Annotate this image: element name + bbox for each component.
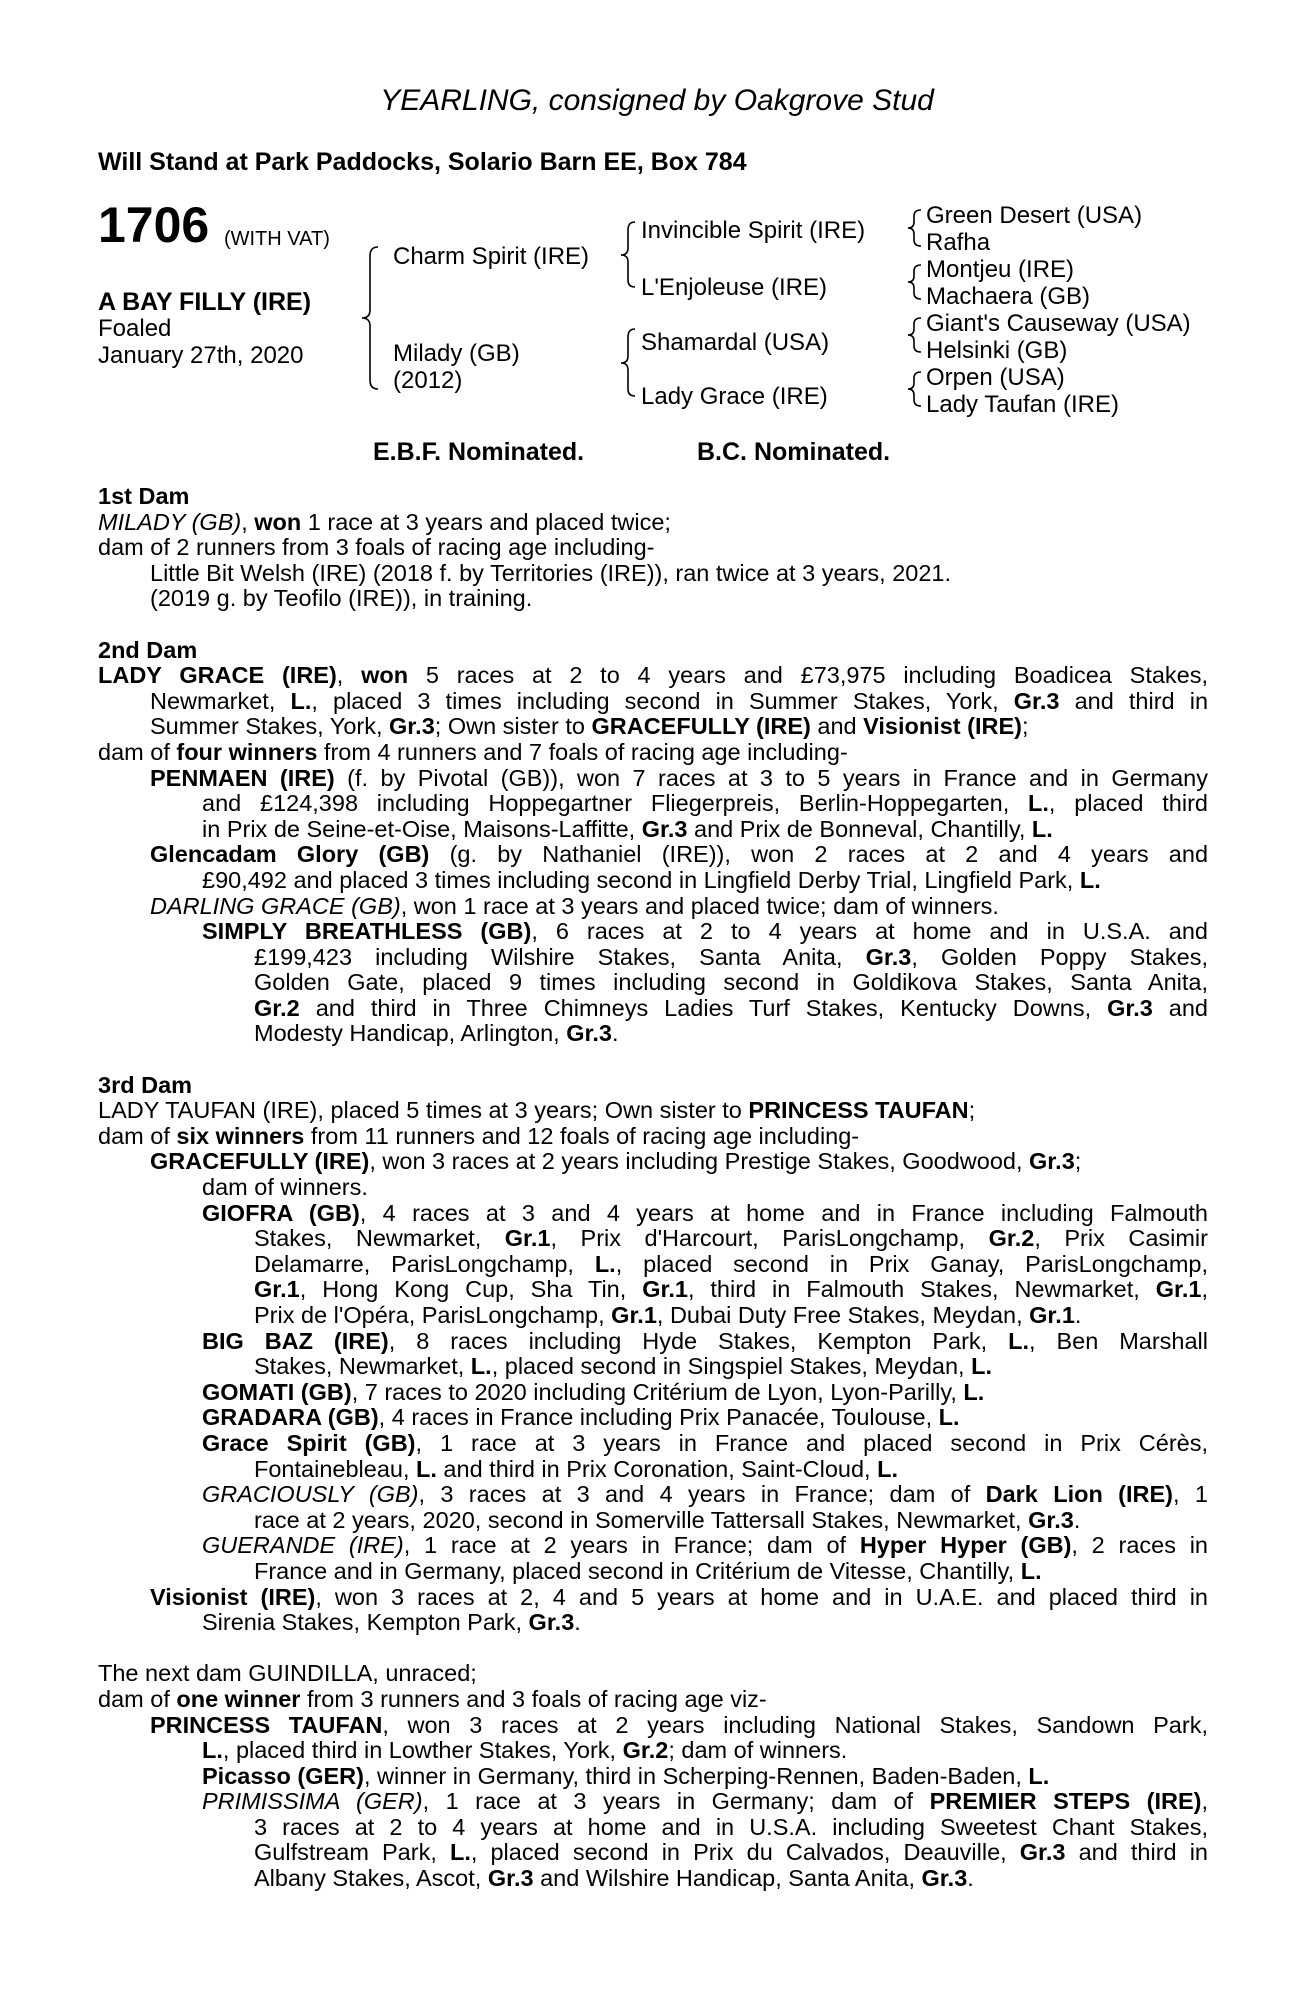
ebf-nomination: E.B.F. Nominated. <box>373 438 585 466</box>
text-line: GRACIOUSLY (GB), 3 races at 3 and 4 years in France; dam of Dark Lion (IRE), 1 <box>202 1482 1208 1508</box>
text-line: Stakes, Newmarket, Gr.1, Prix d'Harcourt, ParisLongchamp, Gr.2, Prix Casimir <box>254 1226 1208 1252</box>
text-line: PRINCESS TAUFAN, won 3 races at 2 years including National Stakes, Sandown Park, <box>150 1712 1208 1738</box>
sd-dam: Machaera (GB) <box>926 283 1091 310</box>
sire: Charm Spirit (IRE) <box>393 243 590 270</box>
dam: Milady (GB) <box>393 340 520 367</box>
text-line: Sirenia Stakes, Kempton Park, Gr.3. <box>202 1609 581 1636</box>
text-line: Fontainebleau, L. and third in Prix Coronation, Saint-Cloud, L. <box>254 1455 898 1482</box>
text-line: The next dam GUINDILLA, unraced; <box>98 1660 477 1687</box>
text-line: PENMAEN (IRE) (f. by Pivotal (GB)), won 7 races at 3 to 5 years in France and in Germany <box>150 765 1208 791</box>
text-line: Golden Gate, placed 9 times including second in Goldikova Stakes, Santa Anita, <box>254 970 1208 996</box>
text-line: Delamarre, ParisLongchamp, L., placed second in Prix Ganay, ParisLongchamp, <box>254 1251 1208 1277</box>
text-line: Newmarket, L., placed 3 times including second in Summer Stakes, York, Gr.3 and third in <box>150 688 1208 714</box>
text-line: Picasso (GER), winner in Germany, third in Scherping-Rennen, Baden-Baden, L. <box>202 1762 1050 1789</box>
text-line: race at 2 years, 2020, second in Somerville Tattersall Stakes, Newmarket, Gr.3. <box>254 1506 1081 1533</box>
ds-dam: Helsinki (GB) <box>926 337 1068 364</box>
text-line: (2019 g. by Teofilo (IRE)), in training. <box>150 585 533 612</box>
text-line: Gr.2 and third in Three Chimneys Ladies Turf Stakes, Kentucky Downs, Gr.3 and <box>254 995 1208 1021</box>
text-line: dam of winners. <box>202 1174 368 1201</box>
text-line: France and in Germany, placed second in Critérium de Vitesse, Chantilly, L. <box>254 1557 1042 1584</box>
text-line: Summer Stakes, York, Gr.3; Own sister to GRACEFULLY (IRE) and Visionist (IRE); <box>150 713 1029 740</box>
text-line: Gulfstream Park, L., placed second in Prix du Calvados, Deauville, Gr.3 and third in <box>254 1840 1208 1866</box>
dam-sire: Shamardal (USA) <box>641 329 830 356</box>
dd-sire: Orpen (USA) <box>926 364 1065 391</box>
dam-year: (2012) <box>393 367 463 394</box>
ds-sire: Giant's Causeway (USA) <box>926 310 1191 337</box>
bc-nomination: B.C. Nominated. <box>697 438 891 466</box>
text-line: £199,423 including Wilshire Stakes, Santa Anita, Gr.3, Golden Poppy Stakes, <box>254 944 1208 970</box>
foaled-label: Foaled <box>98 315 172 342</box>
text-line: GIOFRA (GB), 4 races at 3 and 4 years at home and in France including Falmouth <box>202 1200 1208 1226</box>
text-line: Albany Stakes, Ascot, Gr.3 and Wilshire Handicap, Santa Anita, Gr.3. <box>254 1865 974 1892</box>
text-line: dam of four winners from 4 runners and 7 foals of racing age including- <box>98 738 848 765</box>
sire-sire: Invincible Spirit (IRE) <box>641 217 866 244</box>
text-line: £90,492 and placed 3 times including second in Lingfield Derby Trial, Lingfield Park, L. <box>202 866 1101 893</box>
text-line: dam of 2 runners from 3 foals of racing age including- <box>98 534 655 561</box>
text-line: L., placed third in Lowther Stakes, York, Gr.2; dam of winners. <box>202 1737 848 1764</box>
text-line: in Prix de Seine-et-Oise, Maisons-Laffitte, Gr.3 and Prix de Bonneval, Chantilly, L. <box>202 815 1053 842</box>
vat-note: (WITH VAT) <box>224 228 330 250</box>
text-line: SIMPLY BREATHLESS (GB), 6 races at 2 to 4 years at home and in U.S.A. and <box>202 919 1208 945</box>
text-line: GRADARA (GB), 4 races in France including Prix Panacée, Toulouse, L. <box>202 1404 960 1431</box>
text-line: Prix de l'Opéra, ParisLongchamp, Gr.1, Dubai Duty Free Stakes, Meydan, Gr.1. <box>254 1302 1082 1328</box>
text-line: DARLING GRACE (GB), won 1 race at 3 years and placed twice; dam of winners. <box>150 892 999 919</box>
text-line: LADY TAUFAN (IRE), placed 5 times at 3 years; Own sister to PRINCESS TAUFAN; <box>98 1097 976 1124</box>
text-line: 3 races at 2 to 4 years at home and in U.S.A. including Sweetest Chant Stakes, <box>254 1814 1208 1840</box>
text-line: dam of six winners from 11 runners and 12 foals of racing age including- <box>98 1122 860 1149</box>
stand-location: Will Stand at Park Paddocks, Solario Barn EE, Box 784 <box>98 148 747 176</box>
text-line: PRIMISSIMA (GER), 1 race at 3 years in Germany; dam of PREMIER STEPS (IRE), <box>202 1789 1208 1815</box>
text-line: Gr.1, Hong Kong Cup, Sha Tin, Gr.1, third in Falmouth Stakes, Newmarket, Gr.1, <box>254 1277 1208 1303</box>
text-line: Modesty Handicap, Arlington, Gr.3. <box>254 1020 619 1047</box>
foaled-date: January 27th, 2020 <box>98 342 304 369</box>
spacer <box>98 1636 1208 1662</box>
text-line: LADY GRACE (IRE), won 5 races at 2 to 4 years and £73,975 including Boadicea Stakes, <box>98 663 1208 689</box>
horse-description: A BAY FILLY (IRE) <box>98 288 312 316</box>
sd-sire: Montjeu (IRE) <box>926 256 1075 283</box>
catalogue-body <box>98 484 1208 1892</box>
text-line: GRACEFULLY (IRE), won 3 races at 2 years including Prestige Stakes, Goodwood, Gr.3; <box>150 1148 1082 1175</box>
dd-dam: Lady Taufan (IRE) <box>926 391 1119 418</box>
text-line: Glencadam Glory (GB) (g. by Nathaniel (IRE)), won 2 races at 2 and 4 years and <box>150 842 1208 868</box>
text-line: dam of one winner from 3 runners and 3 foals of racing age viz- <box>98 1685 767 1712</box>
spacer <box>98 1047 1208 1073</box>
section-heading: 3rd Dam <box>98 1071 193 1098</box>
text-line: GUERANDE (IRE), 1 race at 2 years in France; dam of Hyper Hyper (GB), 2 races in <box>202 1533 1208 1559</box>
text-line: BIG BAZ (IRE), 8 races including Hyde Stakes, Kempton Park, L., Ben Marshall <box>202 1328 1208 1354</box>
page-title: YEARLING, consigned by Oakgrove Stud <box>380 84 934 117</box>
text-line: Little Bit Welsh (IRE) (2018 f. by Territories (IRE)), ran twice at 3 years, 2021. <box>150 559 952 586</box>
spacer <box>98 612 1208 638</box>
text-line: Stakes, Newmarket, L., placed second in Singspiel Stakes, Meydan, L. <box>254 1353 992 1380</box>
section-heading: 2nd Dam <box>98 636 198 663</box>
text-line: Grace Spirit (GB), 1 race at 3 years in France and placed second in Prix Cérès, <box>202 1430 1208 1456</box>
ss-dam: Rafha <box>926 229 991 256</box>
sire-dam: L'Enjoleuse (IRE) <box>641 274 827 301</box>
lot-number: 1706 <box>98 197 210 253</box>
text-line: Visionist (IRE), won 3 races at 2, 4 and 5 years at home and in U.A.E. and placed third in <box>150 1584 1208 1610</box>
text-line: MILADY (GB), won 1 race at 3 years and placed twice; <box>98 508 671 535</box>
dam-dam: Lady Grace (IRE) <box>641 383 828 410</box>
section-heading: 1st Dam <box>98 483 190 509</box>
text-line: and £124,398 including Hoppegartner Fliegerpreis, Berlin-Hoppegarten, L., placed third <box>202 791 1208 817</box>
text-line: GOMATI (GB), 7 races to 2020 including Critérium de Lyon, Lyon-Parilly, L. <box>202 1378 985 1405</box>
ss-sire: Green Desert (USA) <box>926 202 1143 229</box>
